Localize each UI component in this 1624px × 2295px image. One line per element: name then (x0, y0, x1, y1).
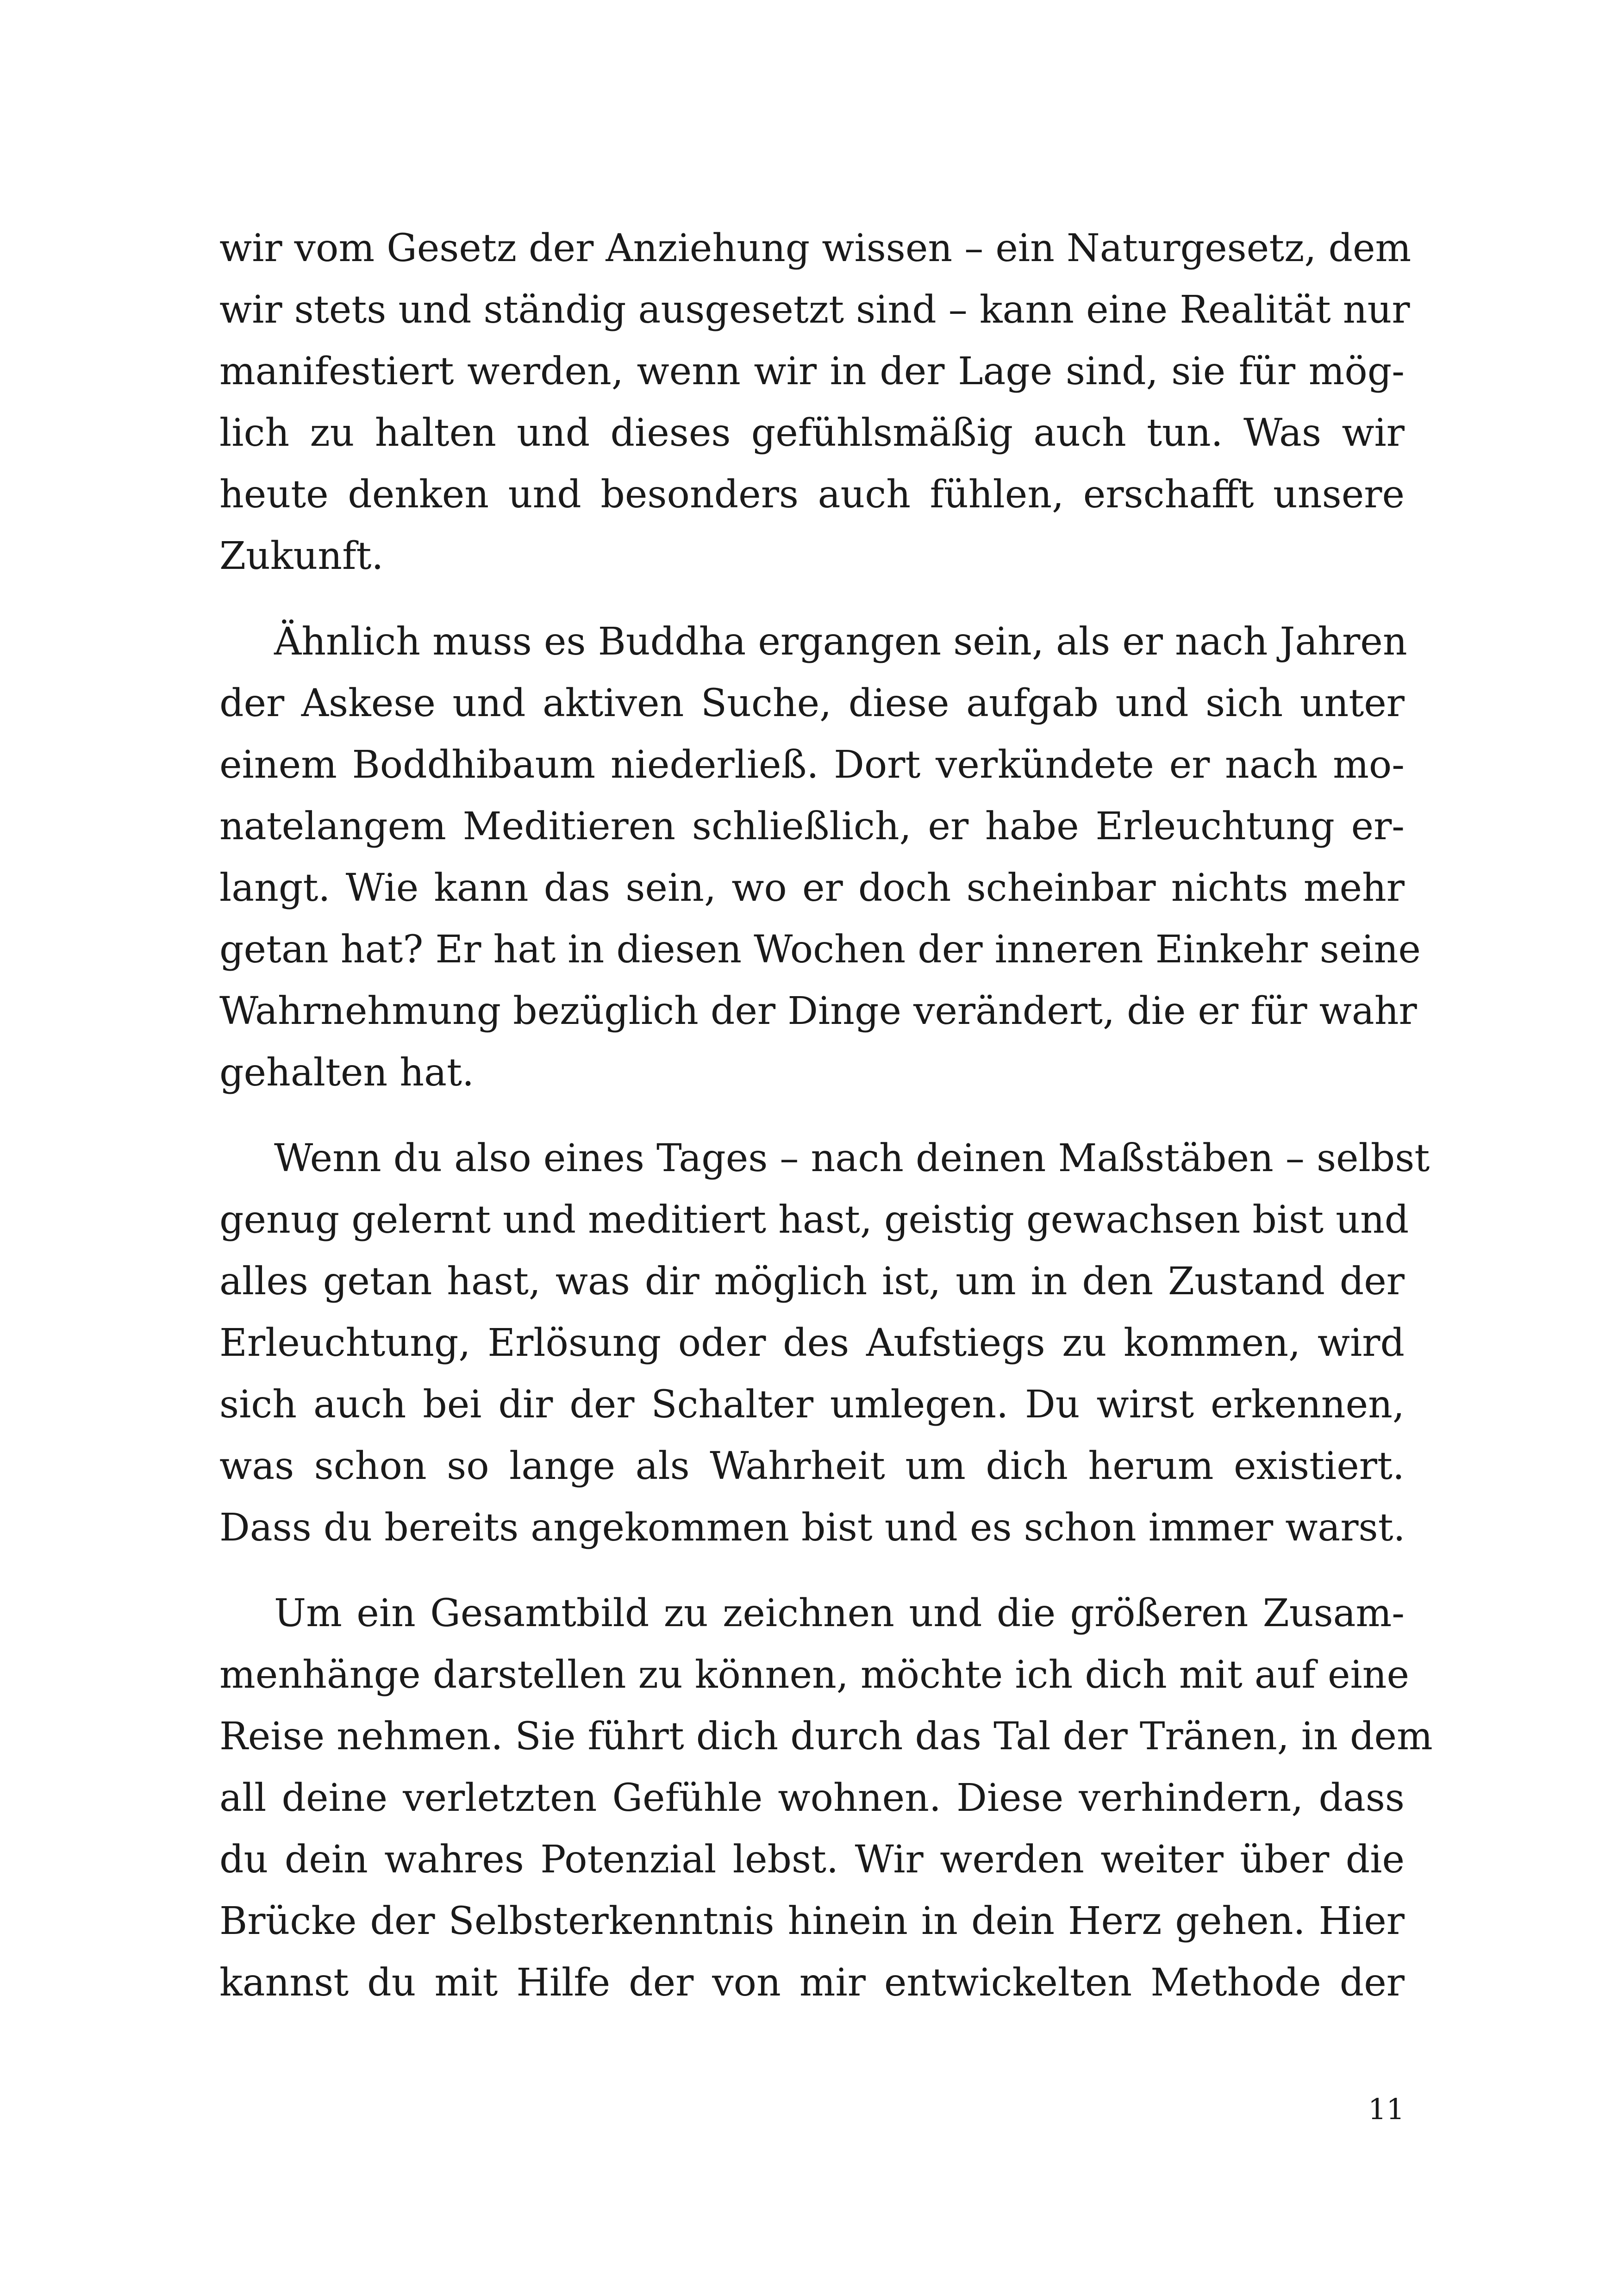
paragraph-gap (219, 587, 1405, 611)
text-line: natelangem Meditieren schließlich, er habe Erleuchtung er- (219, 804, 1405, 848)
text-line: Um ein Gesamtbild zu zeichnen und die größeren Zusam- (274, 1591, 1405, 1635)
text-line: der Askese und aktiven Suche, diese aufgab und sich unter (219, 681, 1405, 725)
text-line: manifestiert werden, wenn wir in der Lage sind, sie für mög- (219, 349, 1405, 393)
text-line: kannst du mit Hilfe der von mir entwickelten Methode der (219, 1961, 1405, 2005)
text-line: Ähnlich muss es Buddha ergangen sein, als er nach Jahren (274, 620, 1407, 664)
text-line: lich zu halten und dieses gefühlsmäßig auch tun. Was wir (219, 411, 1405, 455)
text-line: was schon so lange als Wahrheit um dich herum existiert. (219, 1444, 1405, 1488)
text-line: sich auch bei dir der Schalter umlegen. Du wirst erkennen, (219, 1383, 1405, 1427)
body-text (219, 218, 1433, 2014)
text-line: alles getan hast, was dir möglich ist, um in den Zustand der (219, 1260, 1405, 1303)
text-line: heute denken und besonders auch fühlen, erschafft unsere (219, 473, 1405, 517)
text-line: all deine verletzten Gefühle wohnen. Diese verhindern, dass (219, 1776, 1405, 1820)
text-line: Dass du bereits angekommen bist und es schon immer warst. (219, 1506, 1405, 1550)
text-line: wir stets und ständig ausgesetzt sind – kann eine Realität nur (219, 288, 1410, 332)
text-line: einem Boddhibaum niederließ. Dort verkündete er nach mo- (219, 743, 1405, 787)
text-line: Wahrnehmung bezüglich der Dinge verändert, die er für wahr (219, 989, 1417, 1033)
text-line: gehalten hat. (219, 1051, 475, 1095)
paragraph-gap (219, 1104, 1405, 1128)
text-line: Reise nehmen. Sie führt dich durch das Tal der Tränen, in dem (219, 1715, 1433, 1759)
text-line: du dein wahres Potenzial lebst. Wir werden weiter über die (219, 1838, 1405, 1882)
text-line: wir vom Gesetz der Anziehung wissen – ein Naturgesetz, dem (219, 226, 1412, 270)
text-line: getan hat? Er hat in diesen Wochen der inneren Einkehr seine (219, 928, 1421, 972)
text-line: genug gelernt und meditiert hast, geistig gewachsen bist und (219, 1198, 1409, 1242)
text-line: menhänge darstellen zu können, möchte ich dich mit auf eine (219, 1653, 1410, 1697)
text-line: Zukunft. (219, 534, 384, 578)
text-line: Wenn du also eines Tages – nach deinen Maßstäben – selbst (274, 1136, 1430, 1180)
page-number: 11 (1368, 2092, 1405, 2126)
text-line: Erleuchtung, Erlösung oder des Aufstiegs zu kommen, wird (219, 1321, 1405, 1365)
text-line: Brücke der Selbsterkenntnis hinein in dein Herz gehen. Hier (219, 1899, 1405, 1943)
paragraph-gap (219, 1559, 1405, 1583)
text-line: langt. Wie kann das sein, wo er doch scheinbar nichts mehr (219, 866, 1405, 910)
